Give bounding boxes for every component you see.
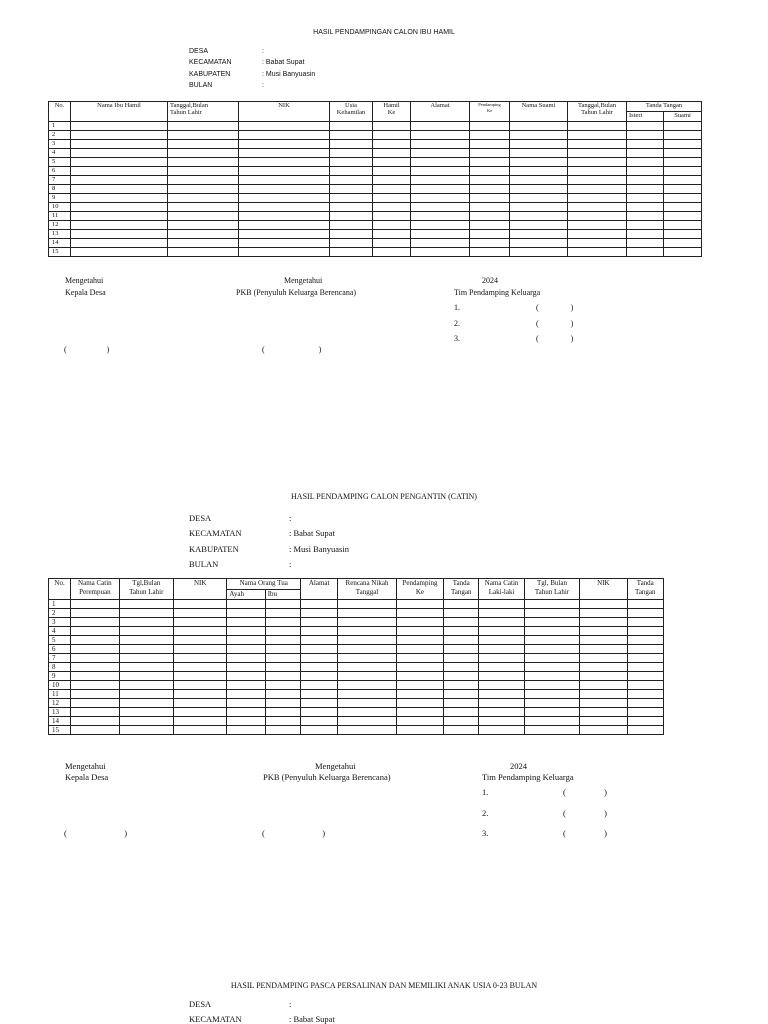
info-label-desa: DESA [189,48,209,55]
section3-title: HASIL PENDAMPING PASCA PERSALINAN DAN MEMILIKI ANAK USIA 0-23 BULAN [230,981,538,990]
header-nama-suami: Nama Suami [510,102,568,122]
row-number: 12 [49,221,71,230]
sig-mid-pkb: PKB (Penyuluh Keluarga Berencana) [236,288,357,297]
row-number: 2 [49,609,71,618]
row-number: 1 [49,122,71,131]
table-row [49,149,702,158]
sig-member-1-placeholder: ( ) [536,303,574,312]
table-row [49,248,702,257]
header-nik-laki: NIK [580,579,627,600]
header-nama-catin-laki: Nama Catin Laki-laki [479,579,524,600]
sig-year: 2024 [482,276,498,285]
row-number: 8 [49,185,71,194]
sig-mid-name-placeholder: ( ) [262,345,322,354]
row-number: 7 [49,654,71,663]
header-suami: Suami [664,112,702,122]
info-value-kecamatan: : Babat Supat [289,1014,335,1024]
info-value-desa: : [289,999,292,1009]
table-row [49,194,702,203]
table-row [49,681,664,690]
row-number: 11 [49,690,71,699]
row-number: 4 [49,627,71,636]
header-tanda-tangan: Tanda Tangan [627,102,702,112]
table-row [49,185,702,194]
sig-team-title: Tim Pendamping Keluarga [454,288,541,297]
row-number: 12 [49,699,71,708]
table-row [49,131,702,140]
sig-mid-name-placeholder: ( ) [262,828,326,838]
table-row [49,609,664,618]
table-ibu-hamil [48,101,702,257]
section1-title: HASIL PENDAMPINGAN CALON IBU HAMIL [313,29,455,36]
info-value-desa: : [289,513,292,523]
sig-mid-pkb: PKB (Penyuluh Keluarga Berencana) [263,772,391,782]
header-pendamping-ke: Pendamping Ke [396,579,443,600]
info-value-kabupaten: : Musi Banyuasin [262,71,316,78]
sig-member-2: 2. [454,319,460,328]
table-calon-pengantin [48,578,664,735]
sig-left-mengetahui: Mengetahui [65,761,106,771]
table-row [49,212,702,221]
info-label-desa: DESA [189,513,212,523]
info-label-kecamatan: KECAMATAN [189,1014,242,1024]
table-row [49,708,664,717]
sig-member-2-placeholder: ( ) [536,319,574,328]
info-label-kecamatan: KECAMATAN [189,59,232,66]
sig-mid-mengetahui: Mengetahui [284,276,323,285]
table-row [49,726,664,735]
table-row [49,122,702,131]
header-ibu: Ibu [265,589,300,600]
header-alamat: Alamat [411,102,470,122]
info-value-kabupaten: : Musi Banyuasin [289,544,349,554]
info-label-kabupaten: KABUPATEN [189,544,239,554]
info-label-bulan: BULAN [189,559,219,569]
sig-member-1: 1. [454,303,460,312]
row-number: 11 [49,212,71,221]
header-isteri: Isteri [627,112,664,122]
table-row [49,176,702,185]
header-no: No. [49,579,71,600]
row-number: 10 [49,681,71,690]
row-number: 9 [49,194,71,203]
info-value-bulan: : [289,559,292,569]
row-number: 13 [49,230,71,239]
header-tgl-lahir: Tgl,Bulan Tahun Lahir [119,579,173,600]
row-number: 1 [49,600,71,609]
row-number: 8 [49,663,71,672]
header-ayah: Ayah [227,589,265,600]
sig-member-3-placeholder: ( ) [536,334,574,343]
table-row [49,645,664,654]
info-value-kecamatan: : Babat Supat [262,59,305,66]
row-number: 15 [49,726,71,735]
sig-member-3: 3. [454,334,460,343]
table-row [49,699,664,708]
table-row [49,672,664,681]
info-label-desa: DESA [189,999,212,1009]
table-row [49,158,702,167]
row-number: 3 [49,618,71,627]
row-number: 14 [49,239,71,248]
info-label-kabupaten: KABUPATEN [189,71,231,78]
table-row [49,221,702,230]
table-row [49,600,664,609]
table-row [49,239,702,248]
header-tgl-lahir-laki: Tgl, Bulan Tahun Lahir [524,579,579,600]
header-usia-kehamilan: Usia Kehamilan [330,102,373,122]
row-number: 4 [49,149,71,158]
sig-left-kepala-desa: Kepala Desa [65,288,106,297]
header-nama-ibu-hamil: Nama Ibu Hamil [71,102,168,122]
header-tgl-lahir-suami: Tanggal,Bulan Tahun Lahir [568,102,627,122]
table-row [49,636,664,645]
row-number: 9 [49,672,71,681]
sig-year: 2024 [510,761,527,771]
header-nik: NIK [174,579,227,600]
sig-member-2: 2. [482,808,489,818]
row-number: 6 [49,167,71,176]
info-label-kecamatan: KECAMATAN [189,528,242,538]
header-nama-catin-perempuan: Nama Catin Perempuan [71,579,119,600]
sig-member-3-placeholder: ( ) [563,828,607,838]
table-row [49,203,702,212]
sig-member-1: 1. [482,787,489,797]
table-row [49,690,664,699]
table-row [49,717,664,726]
header-nama-orang-tua: Nama Orang Tua [227,579,301,590]
sig-member-1-placeholder: ( ) [563,787,607,797]
row-number: 15 [49,248,71,257]
sig-left-kepala-desa: Kepala Desa [65,772,109,782]
header-rencana-nikah: Rencana Nikah Tanggal [338,579,396,600]
row-number: 2 [49,131,71,140]
sig-team-title: Tim Pendamping Keluarga [482,772,574,782]
row-number: 3 [49,140,71,149]
row-number: 5 [49,636,71,645]
row-number: 10 [49,203,71,212]
table-row [49,663,664,672]
header-tanda-tangan-laki: Tanda Tangan [627,579,663,600]
row-number: 13 [49,708,71,717]
sig-member-3: 3. [482,828,489,838]
info-label-bulan: BULAN [189,82,213,89]
sig-left-name-placeholder: ( ) [64,345,110,354]
row-number: 6 [49,645,71,654]
section2-title: HASIL PENDAMPING CALON PENGANTIN (CATIN) [291,492,477,501]
row-number: 14 [49,717,71,726]
info-value-kecamatan: : Babat Supat [289,528,335,538]
table-row [49,140,702,149]
header-tgl-lahir: Tanggal,Bulan Tahun Lahir [168,102,239,122]
row-number: 5 [49,158,71,167]
header-hamil-ke: Hamil Ke [373,102,411,122]
table-row [49,618,664,627]
sig-member-2-placeholder: ( ) [563,808,607,818]
header-alamat: Alamat [301,579,338,600]
header-pendamping-ke: Pendamping Ke [470,102,510,122]
header-no: No. [49,102,71,122]
table-row [49,627,664,636]
info-value-bulan: : [262,82,264,89]
info-value-desa: : [262,48,264,55]
table-row [49,230,702,239]
table-row [49,167,702,176]
header-nik: NIK [239,102,330,122]
table-row [49,654,664,663]
row-number: 7 [49,176,71,185]
sig-mid-mengetahui: Mengetahui [315,761,356,771]
sig-left-name-placeholder: ( ) [64,828,128,838]
header-tanda-tangan: Tanda Tangan [444,579,479,600]
sig-left-mengetahui: Mengetahui [65,276,104,285]
